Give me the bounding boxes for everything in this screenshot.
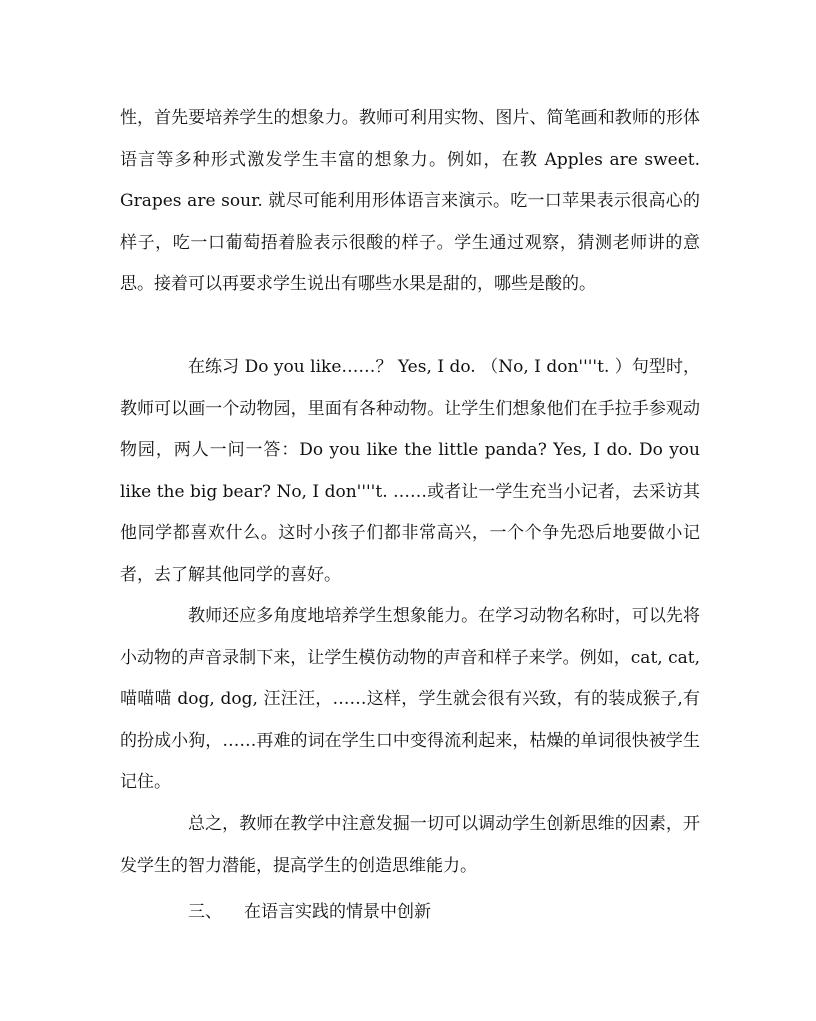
- section-heading: [120, 892, 700, 934]
- section-title: 在语言实践的情景中创新: [244, 902, 431, 922]
- paragraph-do-you-like: [120, 347, 700, 596]
- paragraph-summary: [120, 804, 700, 887]
- paragraph-text: 性，首先要培养学生的想象力。教师可利用实物、图片、简笔画和教师的形体语言等多种形式激发学生丰富的想象力。例如，在教 Apples are sweet. Grapes are sour. 就尽可能利用形体语言来演示。吃一口苹果表示很高心的样子，吃一口葡萄捂着脸表示很酸的样子。学生通过观察，猜测老师讲的意思。接着可以再要求学生说出有哪些水果是甜的，哪些是酸的。: [120, 108, 700, 294]
- paragraph-text: 总之，教师在教学中注意发掘一切可以调动学生创新思维的因素，开发学生的智力潜能，提高学生的创造思维能力。: [120, 814, 700, 876]
- paragraph-text: 在练习 Do you like……？ Yes, I do. （No, I don''''t. ）句型时，教师可以画一个动物园，里面有各种动物。让学生们想象他们在手拉手参观动物园，两人一问一答：Do you like the little panda? Yes, I do. Do you like the big bear? No, I don''''t. ……或者让一学生充当小记者，去采访其他同学都喜欢什么。这时小孩子们都非常高兴，一个个争先恐后地要做小记者，去了解其他同学的喜好。: [120, 357, 700, 585]
- paragraph-text: 教师还应多角度地培养学生想象能力。在学习动物名称时，可以先将小动物的声音录制下来，让学生模仿动物的声音和样子来学。例如，cat, cat, 喵喵喵 dog, dog, 汪汪汪，……这样，学生就会很有兴致，有的装成猴子,有的扮成小狗，……再难的词在学生口中变得流利起来，枯燥的单词很快被学生记住。: [120, 606, 700, 792]
- paragraph-continued: [120, 98, 700, 306]
- section-number: 三、: [188, 902, 222, 922]
- paragraph-animal-names: [120, 596, 700, 804]
